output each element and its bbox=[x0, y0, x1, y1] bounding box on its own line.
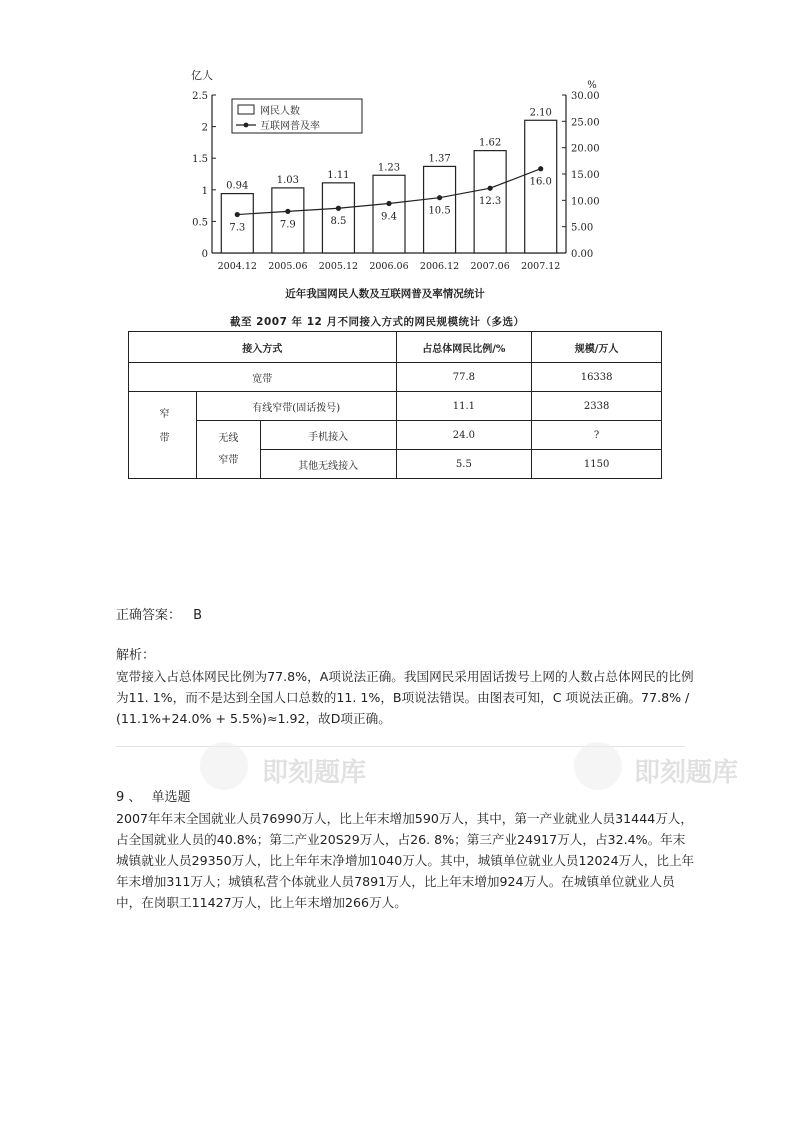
table-header-scale: 规模/万人 bbox=[532, 332, 662, 363]
access-table bbox=[128, 331, 662, 479]
legend-bar-swatch bbox=[238, 105, 254, 114]
table-header-row bbox=[129, 332, 662, 363]
bar-value-label: 1.62 bbox=[479, 137, 502, 149]
chart-title: 近年我国网民人数及互联网普及率情况统计 bbox=[285, 288, 485, 300]
left-tick-label: 2.5 bbox=[192, 91, 208, 102]
right-tick-label: 20.00 bbox=[571, 143, 600, 155]
bar-value-label: 1.11 bbox=[327, 169, 350, 181]
right-axis-unit: % bbox=[587, 80, 597, 91]
left-tick-label: 1.5 bbox=[192, 154, 208, 166]
rate-value-label: 8.5 bbox=[330, 216, 347, 228]
legend-label: 互联网普及率 bbox=[260, 121, 320, 132]
row-label: 宽带 bbox=[129, 363, 397, 392]
rate-point bbox=[336, 206, 341, 211]
rate-point bbox=[386, 201, 391, 206]
watermark: 即刻题库 bbox=[262, 758, 367, 788]
panda-logo-icon bbox=[574, 742, 622, 790]
row-scale: 1150 bbox=[532, 450, 662, 479]
row-label: 手机接入 bbox=[260, 421, 396, 450]
bar-value-label: 1.37 bbox=[428, 153, 451, 165]
table-title: 截至 2007 年 12 月不同接入方式的网民规模统计（多选） bbox=[230, 316, 525, 328]
right-tick-label: 25.00 bbox=[571, 117, 600, 129]
narrow-label bbox=[129, 392, 197, 479]
narrow-label-text: 窄带 bbox=[156, 407, 168, 456]
wireless-label-text: 无线窄带 bbox=[218, 432, 239, 466]
question-type: 单选题 bbox=[151, 790, 191, 805]
left-tick-label: 0 bbox=[201, 249, 208, 260]
analysis-text: 宽带接入占总体网民比例为77.8%，A项说法正确。我国网民采用固话拨号上网的人数占总体网民的比例为11. 1%，而不是达到全国人口总数的11. 1%，B项说法错误。由图表可知，C 项说法正确。77.8% / (11.1%+24.0% + 5.5%)≈1.92，故D项正确。 bbox=[116, 669, 694, 726]
left-tick-label: 1 bbox=[201, 185, 208, 197]
bar-value-label: 0.94 bbox=[226, 180, 249, 192]
analysis-label: 解析： bbox=[116, 648, 156, 663]
x-tick-label: 2004.12 bbox=[217, 261, 257, 272]
x-tick-label: 2005.06 bbox=[268, 261, 308, 272]
row-label: 有线窄带(固话拨号) bbox=[196, 392, 396, 421]
right-tick-label: 0.00 bbox=[571, 249, 594, 260]
row-scale: 16338 bbox=[532, 363, 662, 392]
bar-value-label: 1.23 bbox=[377, 162, 401, 174]
watermark: 即刻题库 bbox=[634, 758, 739, 788]
question-text: 2007年年末全国就业人员76990万人，比上年末增加590万人，其中，第一产业就业人员31444万人，占全国就业人员的40.8%；第二产业20S29万人，占26. 8%；第三产业24917万人，占32.4%。年末城镇就业人员29350万人，比上年年末净增加1040万人。其中，城镇单位就业人员12024万人，比上年年末增加311万人；城镇私营个体就业人员7891万人，比上年末增加924万人。在城镇单位就业人员中，在岗职工11427万人，比上年末增加266万人。 bbox=[116, 811, 695, 910]
rate-value-label: 16.0 bbox=[529, 176, 552, 188]
rate-point bbox=[488, 186, 493, 191]
row-label: 其他无线接入 bbox=[260, 450, 396, 479]
rate-value-label: 10.5 bbox=[428, 205, 451, 217]
row-ratio: 5.5 bbox=[396, 450, 532, 479]
row-ratio: 77.8 bbox=[396, 363, 532, 392]
table-row bbox=[129, 363, 662, 392]
bar-value-label: 2.10 bbox=[529, 107, 552, 119]
answer-label: 正确答案： bbox=[116, 608, 182, 623]
question-number: 9 、 bbox=[116, 790, 142, 805]
answer-value: B bbox=[193, 608, 203, 623]
right-tick-label: 10.00 bbox=[571, 196, 600, 208]
x-tick-label: 2006.06 bbox=[369, 261, 409, 272]
row-scale: ? bbox=[532, 421, 662, 450]
panda-logo-icon bbox=[200, 742, 248, 790]
rate-value-label: 9.4 bbox=[381, 211, 397, 223]
chart bbox=[150, 60, 630, 310]
left-tick-label: 0.5 bbox=[192, 217, 208, 229]
rate-point bbox=[235, 212, 240, 217]
bar-value-label: 1.03 bbox=[276, 174, 299, 186]
x-tick-label: 2005.12 bbox=[318, 261, 359, 272]
x-tick-label: 2007.06 bbox=[470, 261, 510, 272]
right-tick-label: 30.00 bbox=[571, 91, 600, 102]
table-row bbox=[129, 392, 662, 421]
row-scale: 2338 bbox=[532, 392, 662, 421]
x-tick-label: 2007.12 bbox=[521, 261, 561, 272]
rate-value-label: 7.9 bbox=[279, 219, 296, 231]
table-header-method: 接入方式 bbox=[129, 332, 397, 363]
right-tick-label: 15.00 bbox=[571, 170, 600, 181]
wireless-label bbox=[196, 421, 260, 479]
row-ratio: 11.1 bbox=[396, 392, 532, 421]
rate-point bbox=[538, 166, 543, 171]
left-axis-unit: 亿人 bbox=[191, 69, 213, 82]
x-tick-label: 2006.12 bbox=[419, 261, 460, 272]
rate-point bbox=[285, 209, 290, 214]
right-tick-label: 5.00 bbox=[571, 222, 594, 234]
rate-point bbox=[437, 195, 442, 200]
table-header-ratio: 占总体网民比例/% bbox=[396, 332, 532, 363]
rate-value-label: 12.3 bbox=[479, 196, 502, 208]
legend-line-marker bbox=[244, 123, 249, 128]
answer-line bbox=[116, 604, 202, 623]
table-row bbox=[129, 421, 662, 450]
left-tick-label: 2 bbox=[201, 122, 208, 134]
row-ratio: 24.0 bbox=[396, 421, 532, 450]
chart-bars bbox=[221, 120, 556, 253]
chart-legend bbox=[232, 99, 362, 133]
rate-value-label: 7.3 bbox=[229, 222, 246, 234]
legend-label: 网民人数 bbox=[260, 106, 300, 117]
question-header bbox=[116, 786, 191, 805]
